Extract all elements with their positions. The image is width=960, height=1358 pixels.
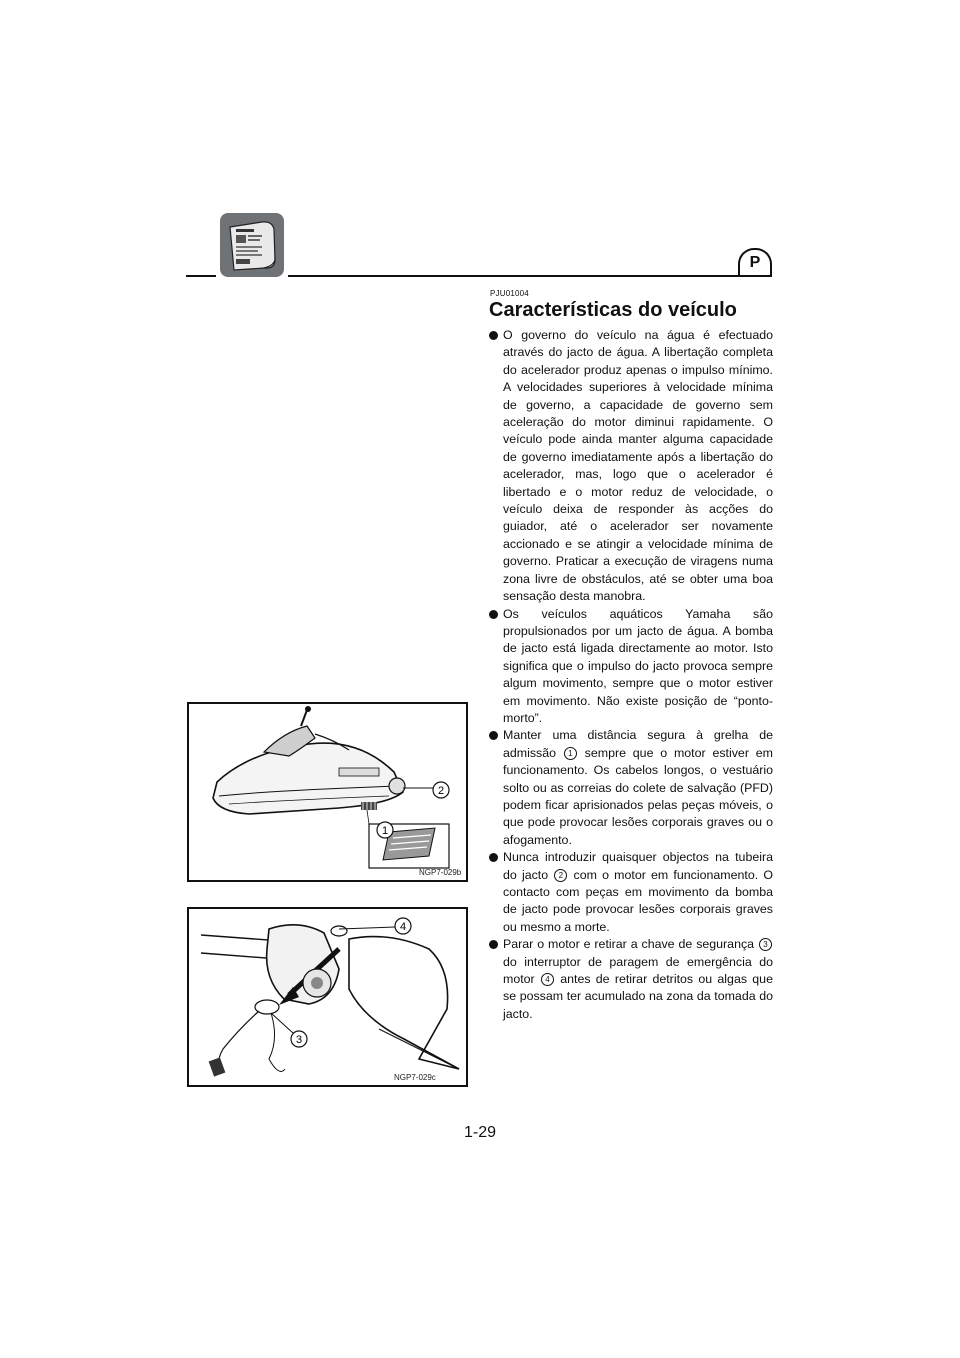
vehicle-characteristics-list (489, 327, 773, 1023)
bullet-text: Manter uma distância segura à grelha de admissão (503, 728, 773, 760)
bullet-text: antes de retirar detritos ou algas que se possam ter acumulado na zona da tomada do jacto. (503, 972, 773, 1021)
bullet-dot (489, 940, 498, 949)
language-badge: P (738, 248, 772, 275)
page-number: 1-29 (463, 1124, 497, 1141)
list-item (489, 727, 773, 849)
list-item (489, 936, 773, 1023)
bullet-dot (489, 853, 498, 862)
stop-switch-illustration (189, 909, 466, 1085)
bullet-text: Parar o motor e retirar a chave de segurança (503, 937, 755, 952)
watercraft-illustration (189, 704, 466, 880)
figure-code: NGP7-029b (419, 868, 462, 877)
callout-4: 4 (399, 921, 407, 933)
list-item (489, 327, 773, 606)
header-rule-right (288, 275, 772, 277)
bullet-text: O governo do veículo na água é efectuado através do jacto de água. A libertação completa do acelerador produz apenas o impulso mínimo. A velocidades superiores à velocidade mínima de governo, a capacidade de governo sem aceleração do motor diminui rapidamente. O veículo pode ainda manter alguma capacidade de governo imediatamente após a libertação do acelerador, mas, logo que o acelerador é libertado e o motor reduz de velocidade, o veículo deixa de responder às acções do guiador, até o acelerador ser novamente accionado e se atingir a velocidade mínima de governo. Praticar a execução de viragens numa zona livre de obstáculos, até se obter uma boa sensação desta manobra. (503, 328, 773, 604)
bullet-dot (489, 731, 498, 740)
header-rule-left (186, 275, 216, 277)
figure-stop-switch (187, 907, 468, 1087)
bullet-text: sempre que o motor estiver em funcionamento. Os cabelos longos, o vestuário solto ou as correias do colete de salvação (PFD) podem ficar aprisionados pelas peças móveis, o que pode provocar lesões corporais graves ou o afogamento. (503, 745, 773, 847)
callout-ref: 1 (564, 747, 577, 760)
list-item (489, 849, 773, 936)
bullet-text: Nunca introduzir quaisquer objectos na tubeira do jacto (503, 850, 773, 882)
bullet-text: do interruptor de paragem de emergência do motor (503, 954, 773, 987)
bullet-text: com o motor em funcionamento. O contacto com peças em movimento da bomba de jacto pode provocar lesões corporais graves ou mesmo a morte. (503, 867, 773, 934)
bullet-dot (489, 610, 498, 619)
figure-code: NGP7-029c (394, 1073, 436, 1082)
callout-2: 2 (437, 785, 445, 797)
list-item (489, 606, 773, 728)
bullet-dot (489, 331, 498, 340)
section-title: Características do veículo (489, 299, 737, 321)
bullet-text: Os veículos aquáticos Yamaha são propulsionados por um jacto de água. A bomba de jacto está ligada directamente ao motor. Isto significa que o impulso do jacto provoca sempre algum movimento, sempre que o motor estiver em movimento. Não existe posição de “ponto-morto”. (503, 606, 773, 725)
callout-ref: 3 (759, 938, 772, 951)
callout-3: 3 (295, 1034, 303, 1046)
callout-1: 1 (381, 825, 389, 837)
figure-watercraft-intake (187, 702, 468, 882)
manual-booklet-icon (220, 213, 284, 277)
callout-ref: 2 (554, 869, 567, 882)
section-code: PJU01004 (490, 289, 529, 298)
callout-ref: 4 (541, 973, 554, 986)
